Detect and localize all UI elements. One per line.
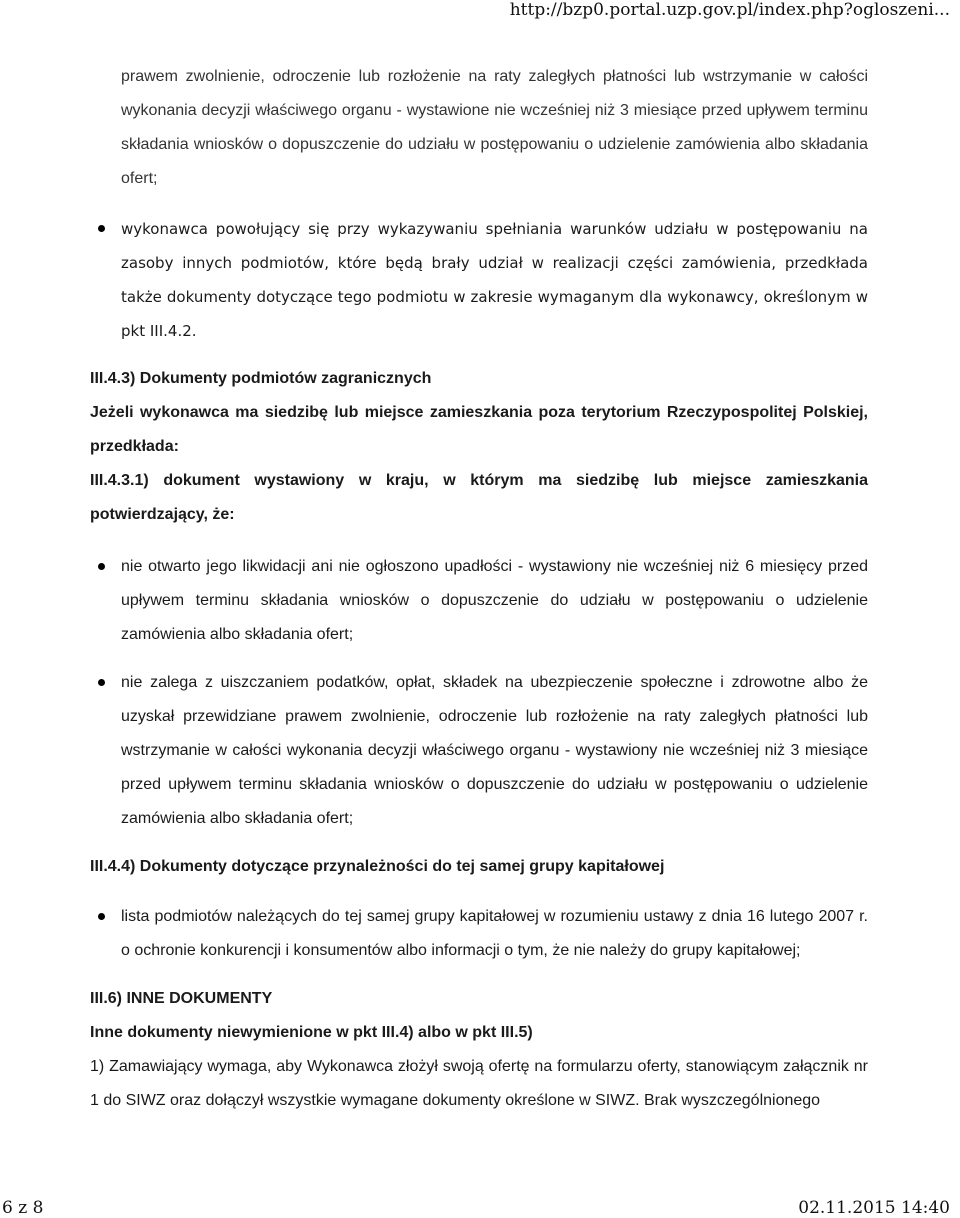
document-body	[90, 60, 868, 1118]
section-heading-other-docs: III.6) INNE DOKUMENTY	[90, 990, 273, 1007]
section-heading-capital-group: III.4.4) Dokumenty dotyczące przynależności do tej samej grupy kapitałowej	[90, 858, 665, 875]
foreign-intro: Jeżeli wykonawca ma siedzibę lub miejsce zamieszkania poza terytorium Rzeczypospolitej Polskiej, przedkłada:	[90, 404, 868, 455]
list-item: nie otwarto jego likwidacji ani nie ogłoszono upadłości - wystawiony nie wcześniej niż 6 miesięcy przed upływem terminu składania wniosków o dopuszczenie do udziału w postępowaniu o udzielenie zamówienia albo składania ofert;	[90, 550, 868, 652]
print-datetime: 02.11.2015 14:40	[798, 1198, 950, 1218]
list-item: nie zalega z uiszczaniem podatków, opłat, składek na ubezpieczenie społeczne i zdrowotne albo że uzyskał przewidziane prawem zwolnienie, odroczenie lub rozłożenie na raty zaległych płatności lub wstrzymanie w całości wykonania decyzji właściwego organu - wystawiony nie wcześniej niż 3 miesiące przed upływem terminu składania wniosków o dopuszczenie do udziału w postępowaniu o udzielenie zamówienia albo składania ofert;	[90, 666, 868, 836]
page-number: 6 z 8	[2, 1198, 44, 1218]
foreign-sub-heading: III.4.3.1) dokument wystawiony w kraju, w którym ma siedzibę lub miejsce zamieszkania potwierdzający, że:	[90, 472, 868, 523]
bullet-list-capital-group	[90, 900, 868, 968]
list-item: wykonawca powołujący się przy wykazywaniu spełniania warunków udziału w postępowaniu na zasoby innych podmiotów, które będą brały udział w realizacji części zamówienia, przedkłada także dokumenty dotyczące tego podmiotu w zakresie wymaganym dla wykonawcy, określonym w pkt III.4.2.	[90, 212, 868, 348]
section-heading-foreign-docs: III.4.3) Dokumenty podmiotów zagranicznych	[90, 370, 432, 387]
browser-url: http://bzp0.portal.uzp.gov.pl/index.php?ogloszeni...	[509, 0, 950, 20]
list-item: lista podmiotów należących do tej samej grupy kapitałowej w rozumieniu ustawy z dnia 16 lutego 2007 r. o ochronie konkurencji i konsumentów albo informacji o tym, że nie należy do grupy kapitałowej;	[90, 900, 868, 968]
other-docs-sub-heading: Inne dokumenty niewymienione w pkt III.4) albo w pkt III.5)	[90, 1024, 533, 1041]
bullet-list-resources	[90, 212, 868, 348]
other-docs-paragraph: 1) Zamawiający wymaga, aby Wykonawca złożył swoją ofertę na formularzu oferty, stanowiącym załącznik nr 1 do SIWZ oraz dołączył wszystkie wymagane dokumenty określone w SIWZ. Brak wyszczególnionego	[90, 1058, 868, 1109]
bullet-list-foreign	[90, 550, 868, 836]
continuation-paragraph: prawem zwolnienie, odroczenie lub rozłożenie na raty zaległych płatności lub wstrzymanie w całości wykonania decyzji właściwego organu - wystawione nie wcześniej niż 3 miesiące przed upływem terminu składania wniosków o dopuszczenie do udziału w postępowaniu o udzielenie zamówienia albo składania ofert;	[121, 68, 868, 187]
